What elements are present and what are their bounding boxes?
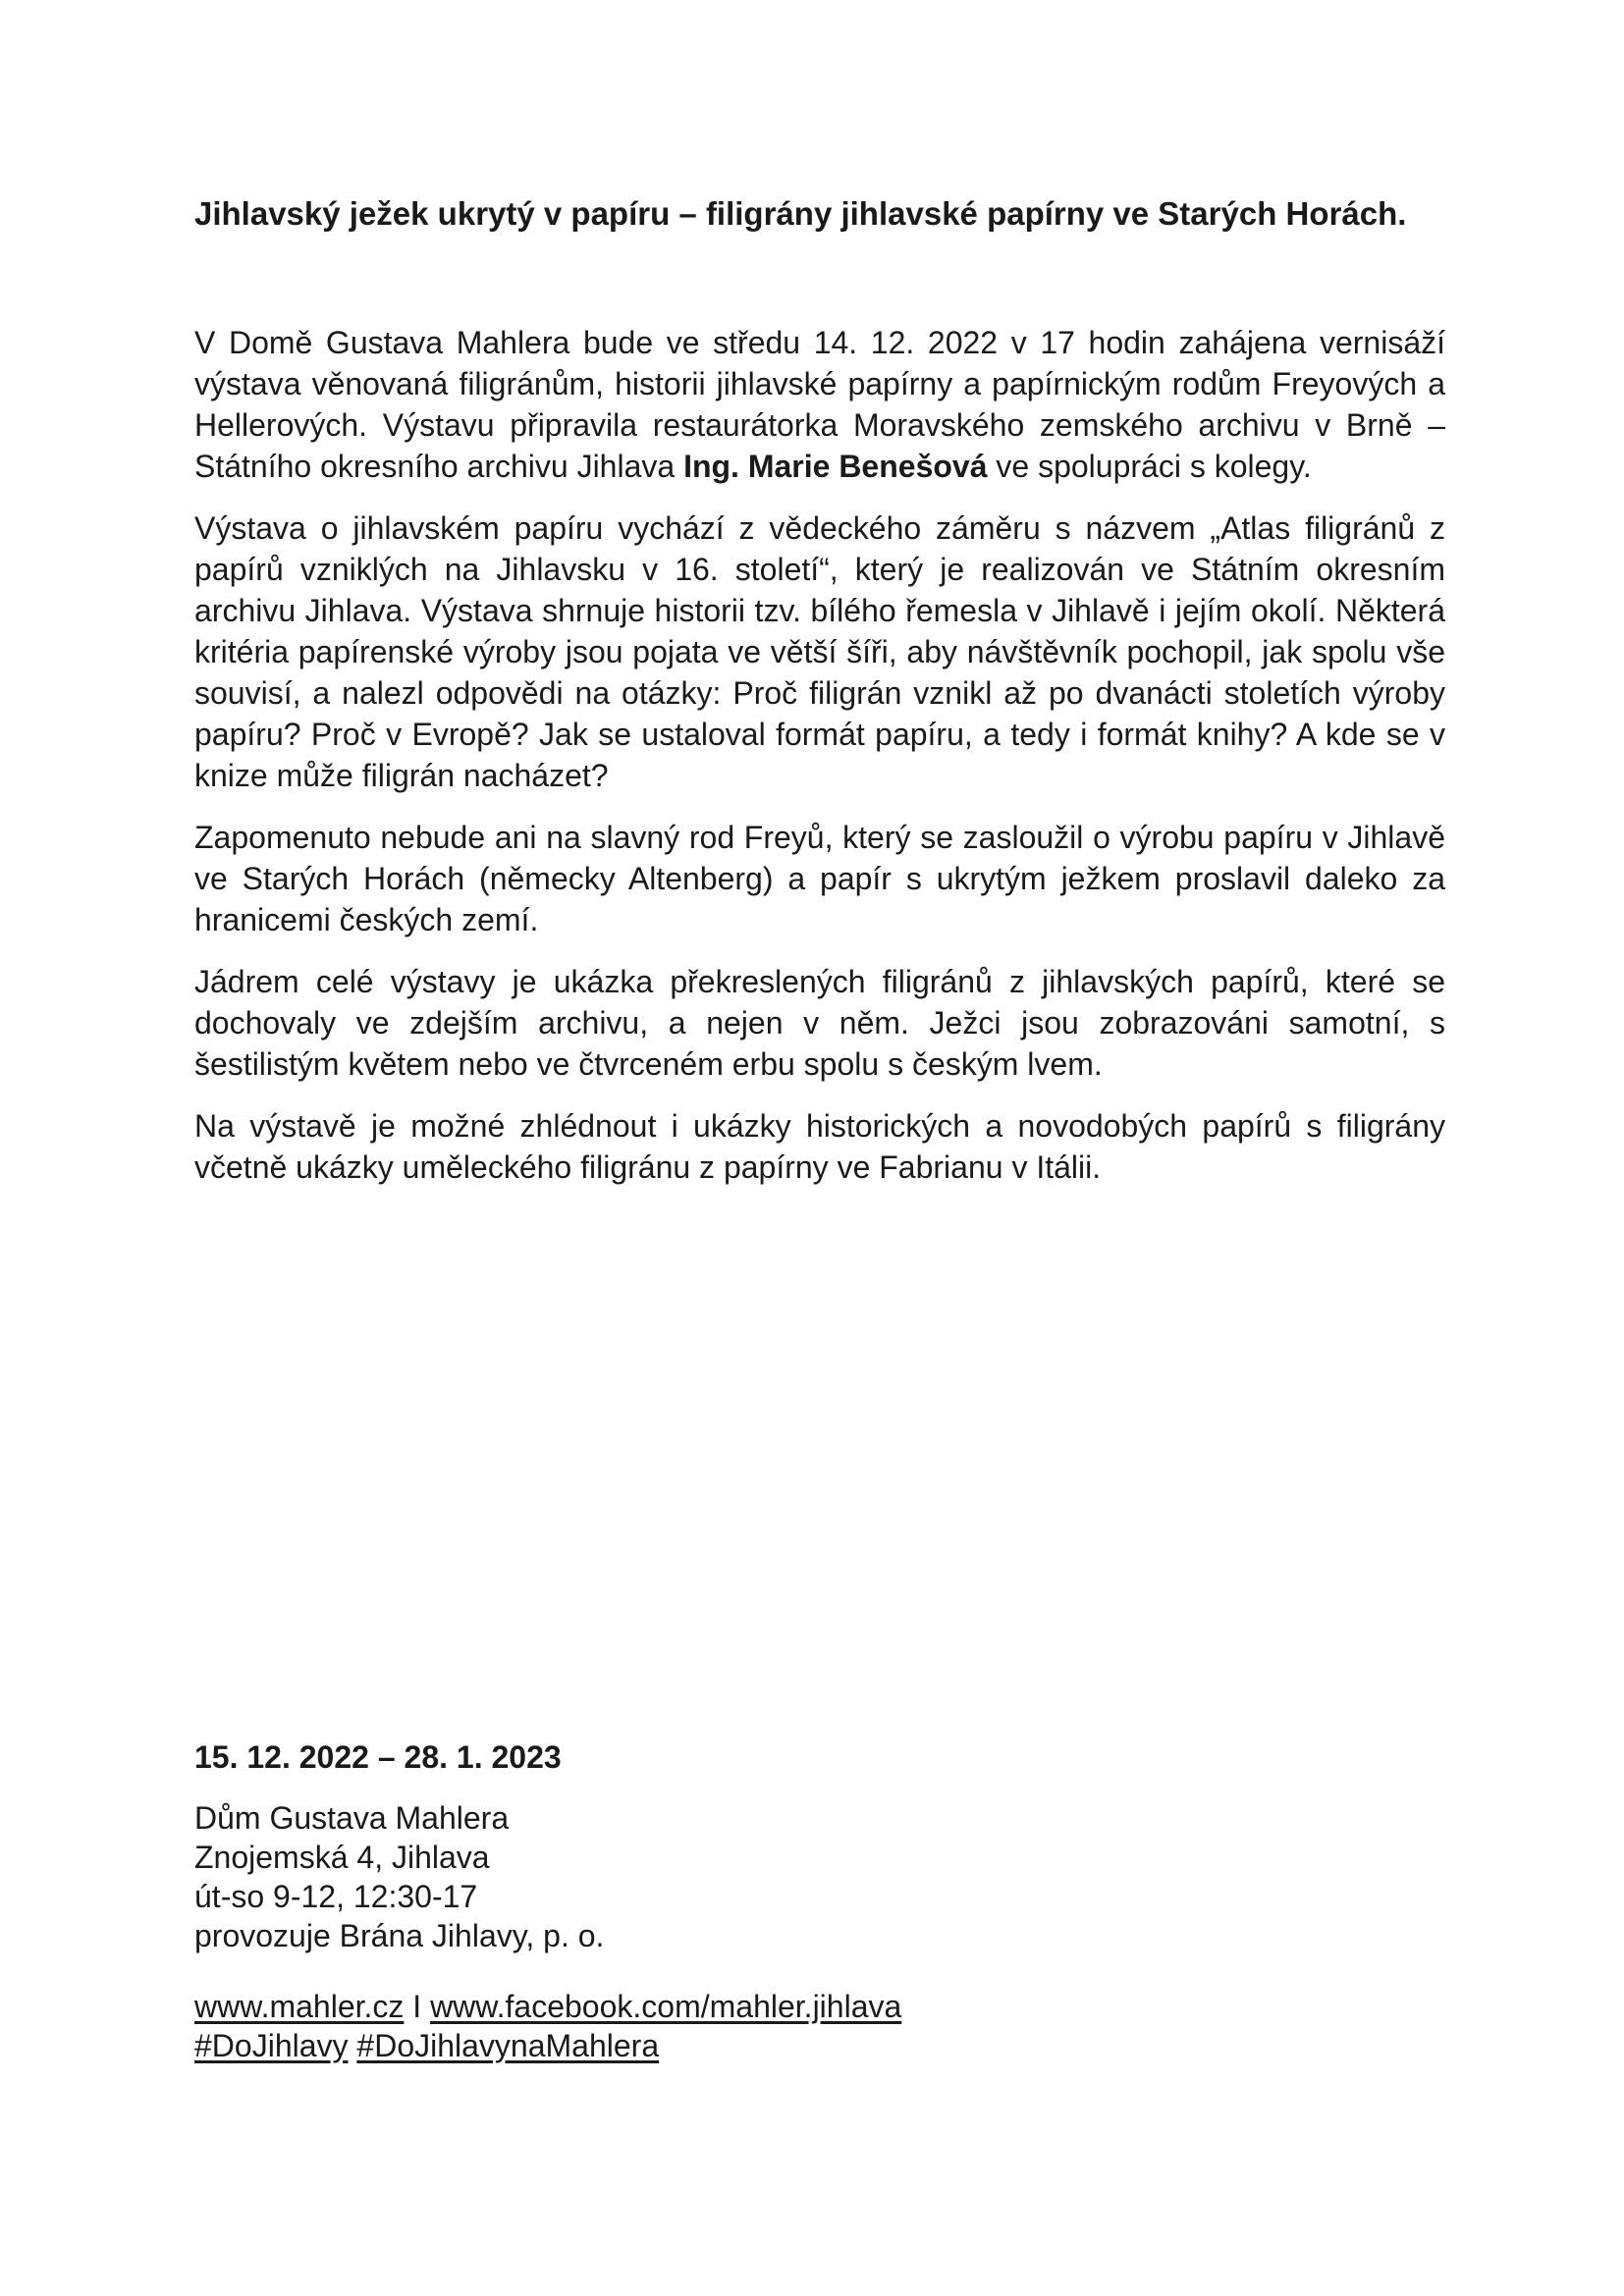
paragraph-intro-end: ve spolupráci s kolegy.: [987, 449, 1312, 484]
hashtag-dojihlavy[interactable]: #DoJihlavy: [194, 2028, 349, 2063]
website-link[interactable]: www.mahler.cz: [194, 1989, 405, 2024]
hashtag-dojihlavynamahlera[interactable]: #DoJihlavynaMahlera: [356, 2028, 660, 2063]
links-row: [194, 1987, 1445, 2026]
venue-address: Znojemská 4, Jihlava: [194, 1840, 490, 1875]
document-body: [194, 322, 1445, 1208]
paragraph-intro: [194, 322, 1445, 487]
paragraph-intro-text: V Domě Gustava Mahlera bude ve středu 14. 12. 2022 v 17 hodin zahájena vernisáží výstava věnovaná filigránům, historii jihlavské papírny a papírnickým rodům Freyových a Hellerových. Výstavu připravila restaurátorka Moravského zemského archivu v Brně – Státního okresního archivu Jihlava: [194, 325, 1445, 484]
paragraph-frey-family: Zapomenuto nebude ani na slavný rod Freyů, který se zasloužil o výrobu papíru v Jihlavě ve Starých Horách (německy Altenberg) a papír s ukrytým ježkem proslavil daleko za hranicemi českých zemí.: [194, 820, 1445, 937]
links-block: [194, 1987, 1445, 2065]
paragraph-exhibition: Výstava o jihlavském papíru vychází z vědeckého záměru s názvem „Atlas filigránů z papírů vzniklých na Jihlavsku v 16. století“, který je realizován ve Státním okresním archivu Jihlava. Výstava shrnuje historii tzv. bílého řemesla v Jihlavě i jejím okolí. Některá kritéria papírenské výroby jsou pojata ve větší šíři, aby návštěvník pochopil, jak spolu vše souvisí, a nalezl odpovědi na otázky: Proč filigrán vznikl až po dvanácti stoletích výroby papíru? Proč v Evropě? Jak se ustaloval formát papíru, a tedy i formát knihy? A kde se v knize může filigrán nacházet?: [194, 510, 1445, 793]
paragraph-watermarks: Jádrem celé výstavy je ukázka překreslených filigránů z jihlavských papírů, které se dochovaly ve zdejším archivu, a nejen v něm. Ježci jsou zobrazováni samotní, s šestilistým květem nebo ve čtvrceném erbu spolu s českým lvem.: [194, 964, 1445, 1082]
facebook-link[interactable]: www.facebook.com/mahler.jihlava: [430, 1989, 902, 2024]
document-title: Jihlavský ježek ukrytý v papíru – filigrány jihlavské papírny ve Starých Horách.: [194, 195, 1407, 232]
venue-name: Dům Gustava Mahlera: [194, 1800, 510, 1836]
exhibition-dates: 15. 12. 2022 – 28. 1. 2023: [194, 1739, 562, 1775]
hashtags-row: [194, 2026, 1445, 2065]
link-separator: I: [412, 1989, 422, 2024]
opening-hours: út-so 9-12, 12:30-17: [194, 1879, 478, 1914]
event-info: [194, 1737, 1445, 2065]
operator-info: provozuje Brána Jihlavy, p. o.: [194, 1918, 605, 1953]
curator-name: Ing. Marie Benešová: [683, 449, 988, 484]
paragraph-samples: Na výstavě je možné zhlédnout i ukázky historických a novodobých papírů s filigrány včetně ukázky uměleckého filigránu z papírny ve Fabrianu v Itálii.: [194, 1108, 1445, 1185]
